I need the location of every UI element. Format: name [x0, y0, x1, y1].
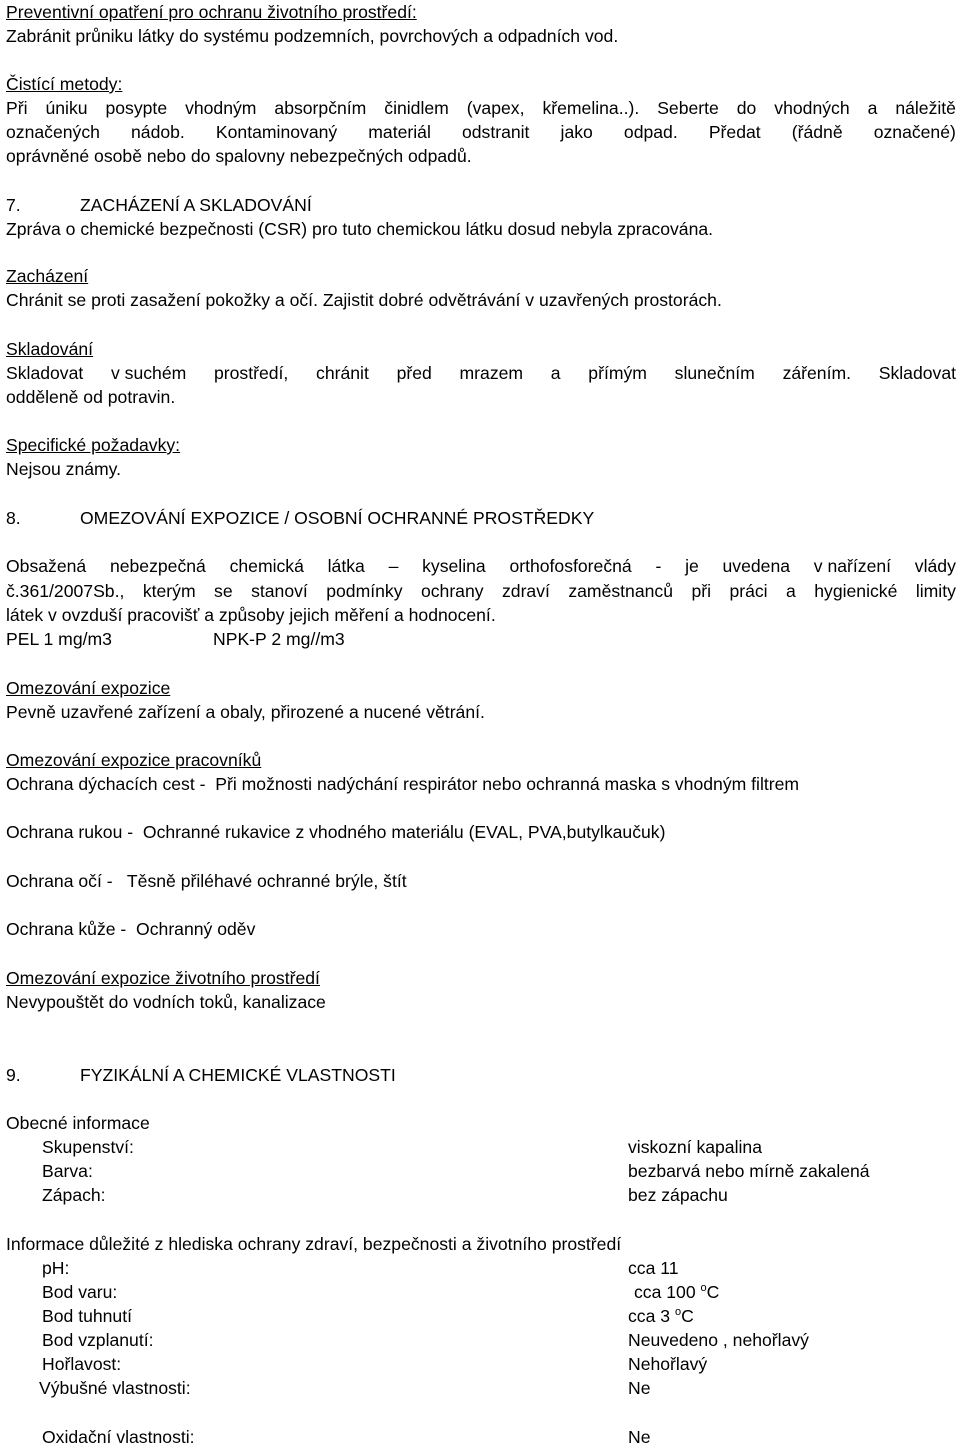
storage-heading: Skladování: [6, 339, 94, 359]
environmental-exposure-heading: Omezování expozice životního prostředí: [6, 968, 320, 988]
exposure-control-text: Pevně uzavřené zařízení a obaly, přirozené a nucené větrání.: [6, 702, 485, 722]
odor-value: bez zápachu: [628, 1185, 728, 1205]
cleanup-line-2: označených nádob. Kontaminovaný materiál odstranit jako odpad. Předat (řádně označené): [6, 122, 956, 142]
explosive-value: Ne: [628, 1378, 651, 1398]
flash-point-label: Bod vzplanutí:: [42, 1330, 154, 1350]
preventive-heading: Preventivní opatření pro ochranu životního prostředí:: [6, 2, 417, 22]
skin-protection: Ochrana kůže - Ochranný oděv: [6, 919, 256, 939]
specific-heading: Specifické požadavky:: [6, 435, 181, 455]
boiling-point-label: Bod varu:: [42, 1282, 118, 1302]
exposure-intro-line-2: č.361/2007Sb., kterým se stanoví podmínky ochrany zdraví zaměstnanců při práci a hygienické limity: [6, 581, 956, 601]
handling-heading: Zacházení: [6, 266, 89, 286]
color-value: bezbarvá nebo mírně zakalená: [628, 1161, 870, 1181]
boiling-point-value: cca 100 $^o$C: [634, 1282, 720, 1302]
section-9-number: 9.: [6, 1065, 21, 1085]
handling-text: Chránit se proti zasažení pokožky a očí. Zajistit dobré odvětrávání v uzavřených prostorách.: [6, 290, 722, 310]
section-7-number: 7.: [6, 195, 21, 215]
flash-point-value: Neuvedeno , nehořlavý: [628, 1330, 809, 1350]
storage-line-2: odděleně od potravin.: [6, 387, 176, 407]
explosive-label: Výbušné vlastnosti:: [39, 1378, 191, 1398]
flammability-label: Hořlavost:: [42, 1354, 122, 1374]
exposure-intro-line-3: látek v ovzduší pracovišť a způsoby jejich měření a hodnocení.: [6, 605, 496, 625]
color-label: Barva:: [42, 1161, 93, 1181]
state-value: viskozní kapalina: [628, 1137, 762, 1157]
environmental-exposure-text: Nevypouštět do vodních toků, kanalizace: [6, 992, 326, 1012]
cleanup-heading: Čistící metody:: [6, 74, 123, 94]
general-info-heading: Obecné informace: [6, 1113, 150, 1133]
section-8-number: 8.: [6, 508, 21, 528]
important-info-heading: Informace důležité z hlediska ochrany zdraví, bezpečnosti a životního prostředí: [6, 1234, 622, 1254]
odor-label: Zápach:: [42, 1185, 106, 1205]
state-label: Skupenství:: [42, 1137, 134, 1157]
freezing-point-label: Bod tuhnutí: [42, 1306, 132, 1326]
cleanup-line-1: Při úniku posypte vhodným absorpčním činidlem (vapex, křemelina..). Seberte do vhodných a náležitě: [6, 98, 956, 118]
ph-label: pH:: [42, 1258, 70, 1278]
workers-exposure-heading: Omezování expozice pracovníků: [6, 750, 262, 770]
section-7-title: ZACHÁZENÍ A SKLADOVÁNÍ: [80, 195, 312, 215]
preventive-text: Zabránit průniku látky do systému podzemních, povrchových a odpadních vod.: [6, 26, 619, 46]
specific-text: Nejsou známy.: [6, 459, 122, 479]
exposure-control-heading: Omezování expozice: [6, 678, 171, 698]
npk-limit: NPK-P 2 mg//m3: [213, 629, 345, 649]
exposure-intro-line-1: Obsažená nebezpečná chemická látka – kyselina orthofosforečná - je uvedena v nařízení vlády: [6, 556, 956, 576]
flammability-value: Nehořlavý: [628, 1354, 708, 1374]
section-8-title: OMEZOVÁNÍ EXPOZICE / OSOBNÍ OCHRANNÉ PROSTŘEDKY: [80, 508, 595, 528]
oxidizing-value: Ne: [628, 1427, 651, 1447]
oxidizing-label: Oxidační vlastnosti:: [42, 1427, 195, 1447]
respiratory-protection: Ochrana dýchacích cest - Při možnosti nadýchání respirátor nebo ochranná maska s vhodným filtrem: [6, 774, 800, 794]
eye-protection: Ochrana očí - Těsně přiléhavé ochranné brýle, štít: [6, 871, 407, 891]
ph-value: cca 11: [628, 1258, 679, 1278]
cleanup-line-3: oprávněné osobě nebo do spalovny nebezpečných odpadů.: [6, 146, 472, 166]
pel-limit: PEL 1 mg/m3: [6, 629, 112, 649]
section-9-title: FYZIKÁLNÍ A CHEMICKÉ VLASTNOSTI: [80, 1065, 396, 1085]
csr-note: Zpráva o chemické bezpečnosti (CSR) pro tuto chemickou látku dosud nebyla zpracována.: [6, 219, 714, 239]
freezing-point-value: cca 3 $^o$C: [628, 1306, 694, 1326]
hand-protection: Ochrana rukou - Ochranné rukavice z vhodného materiálu (EVAL, PVA,butylkaučuk): [6, 822, 666, 842]
storage-line-1: Skladovat v suchém prostředí, chránit před mrazem a přímým slunečním zářením. Skladovat: [6, 363, 956, 383]
